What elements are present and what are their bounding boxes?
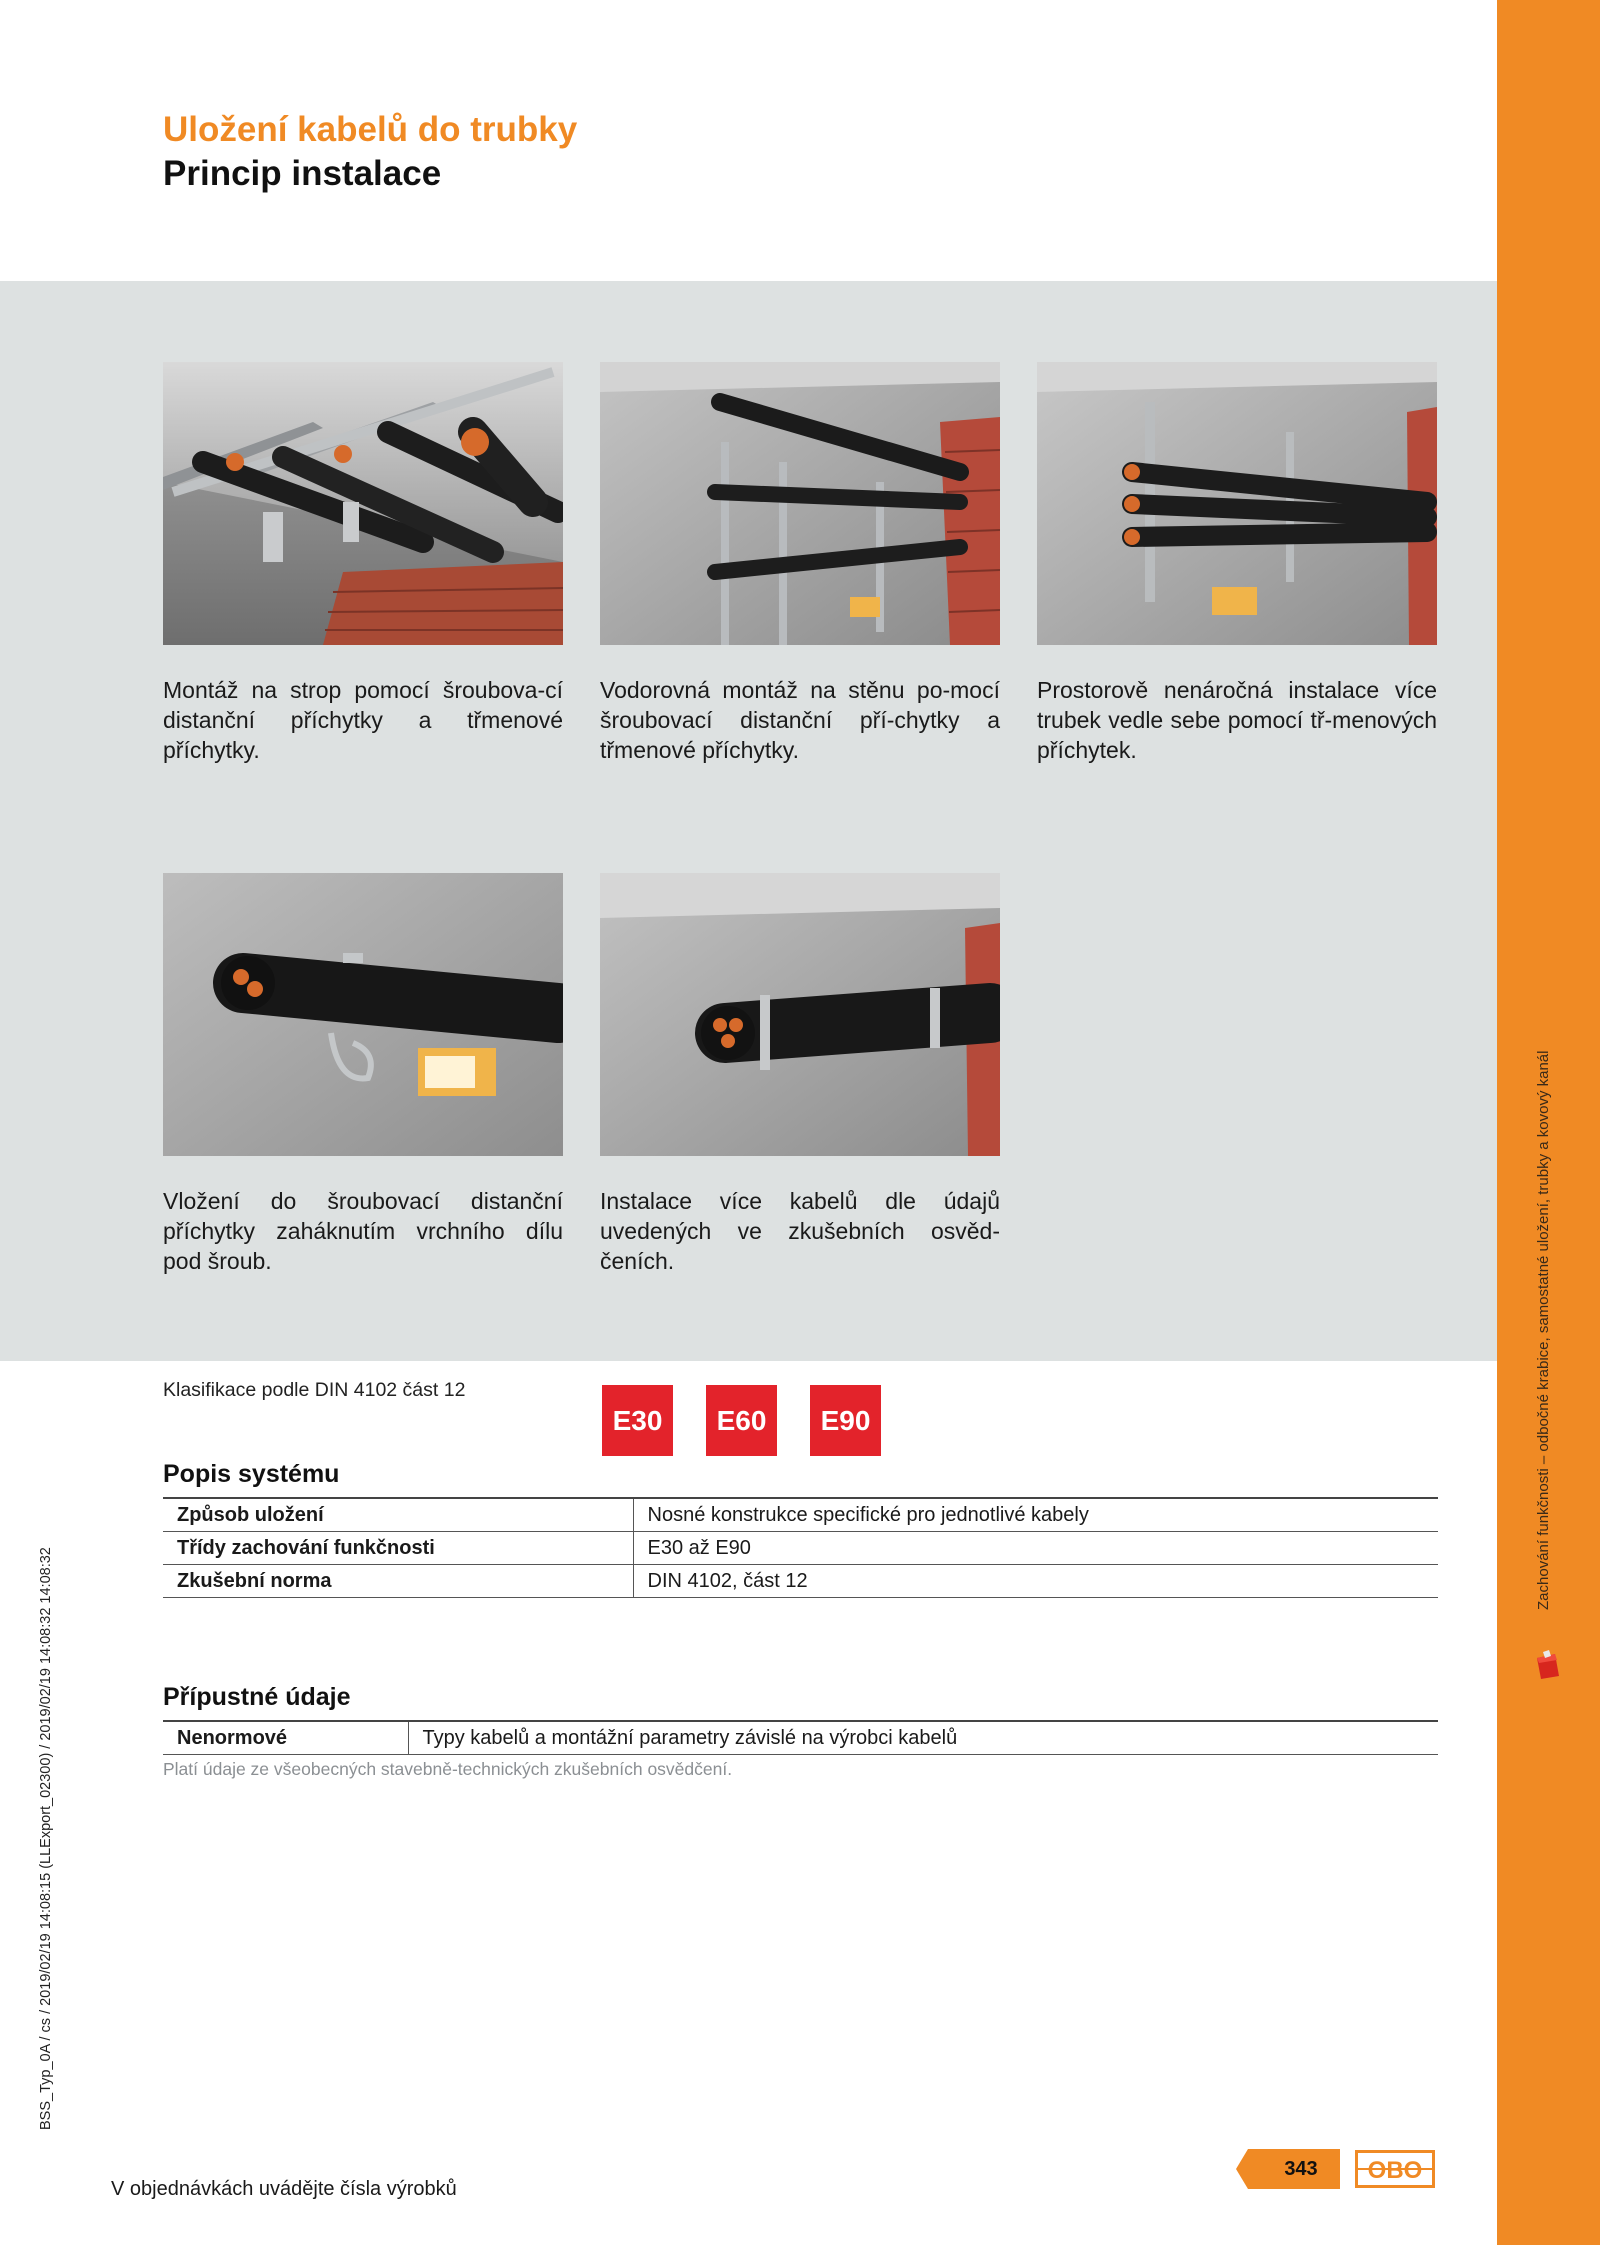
doc-code (38, 1430, 58, 2130)
system-description-table (163, 1497, 1438, 1598)
permitted-data-title: Přípustné údaje (163, 1683, 351, 1711)
table-key: Třídy zachování funkčnosti (163, 1532, 633, 1565)
hook-insertion-photo (163, 873, 563, 1156)
permitted-data-note: Platí údaje ze všeobecných stavebně-technických zkušebních osvědčení. (163, 1759, 733, 1779)
caption-3: Prostorově nenáročná instalace více trubek vedle sebe pomocí tř-menových příchytek. (1037, 677, 1437, 763)
page-title: Uložení kabelů do trubky (163, 110, 578, 149)
sidebar-section-text: Zachování funkčnosti – odbočné krabice, samostatné uložení, trubky a kovový kanál (1535, 1050, 1552, 1610)
table-key: Zkušební norma (163, 1565, 633, 1598)
page-subtitle: Princip instalace (163, 154, 442, 193)
table-value: Nosné konstrukce specifické pro jednotlivé kabely (633, 1498, 1438, 1532)
table-row (163, 1721, 1438, 1755)
order-note: V objednávkách uvádějte čísla výrobků (111, 2178, 457, 2200)
table-row (163, 1498, 1438, 1532)
fire-box-icon (1535, 1650, 1561, 1680)
wall-horizontal-mount-photo (600, 362, 1000, 645)
table-value: DIN 4102, část 12 (633, 1565, 1438, 1598)
permitted-data-table (163, 1720, 1438, 1755)
caption-4: Vložení do šroubovací distanční příchytky zaháknutím vrchního dílu pod šroub. (163, 1188, 563, 1274)
caption-2: Vodorovná montáž na stěnu po-mocí šroubovací distanční pří-chytky a třmenové příchytky. (600, 677, 1000, 763)
table-row (163, 1565, 1438, 1598)
obo-logo (1355, 2150, 1435, 2188)
badge-e60: E60 (706, 1385, 777, 1456)
table-row (163, 1532, 1438, 1565)
logo-text: OBO (1367, 2157, 1423, 2184)
multiple-cables-photo (600, 873, 1000, 1156)
caption-5: Instalace více kabelů dle údajů uvedených ve zkušebních osvěd-čeních. (600, 1188, 1000, 1274)
classification-label: Klasifikace podle DIN 4102 část 12 (163, 1379, 466, 1401)
ceiling-mount-photo (163, 362, 563, 645)
system-description-title: Popis systému (163, 1460, 340, 1488)
table-key: Způsob uložení (163, 1498, 633, 1532)
badge-e90: E90 (810, 1385, 881, 1456)
sidebar-section (1515, 980, 1555, 1610)
badge-e30: E30 (602, 1385, 673, 1456)
page-number: 343 (1284, 2157, 1318, 2180)
caption-1: Montáž na strop pomocí šroubova-cí distanční příchytky a třmenové příchytky. (163, 677, 563, 763)
table-value: Typy kabelů a montážní parametry závislé na výrobci kabelů (408, 1721, 1438, 1755)
table-value: E30 až E90 (633, 1532, 1438, 1565)
doc-code-text: BSS_Typ_0A / cs / 2019/02/19 14:08:15 (LLExport_02300) / 2019/02/19 14:08:32 14:08:32 (38, 1547, 54, 2130)
table-key: Nenormové (163, 1721, 408, 1755)
multiple-tubes-photo (1037, 362, 1437, 645)
